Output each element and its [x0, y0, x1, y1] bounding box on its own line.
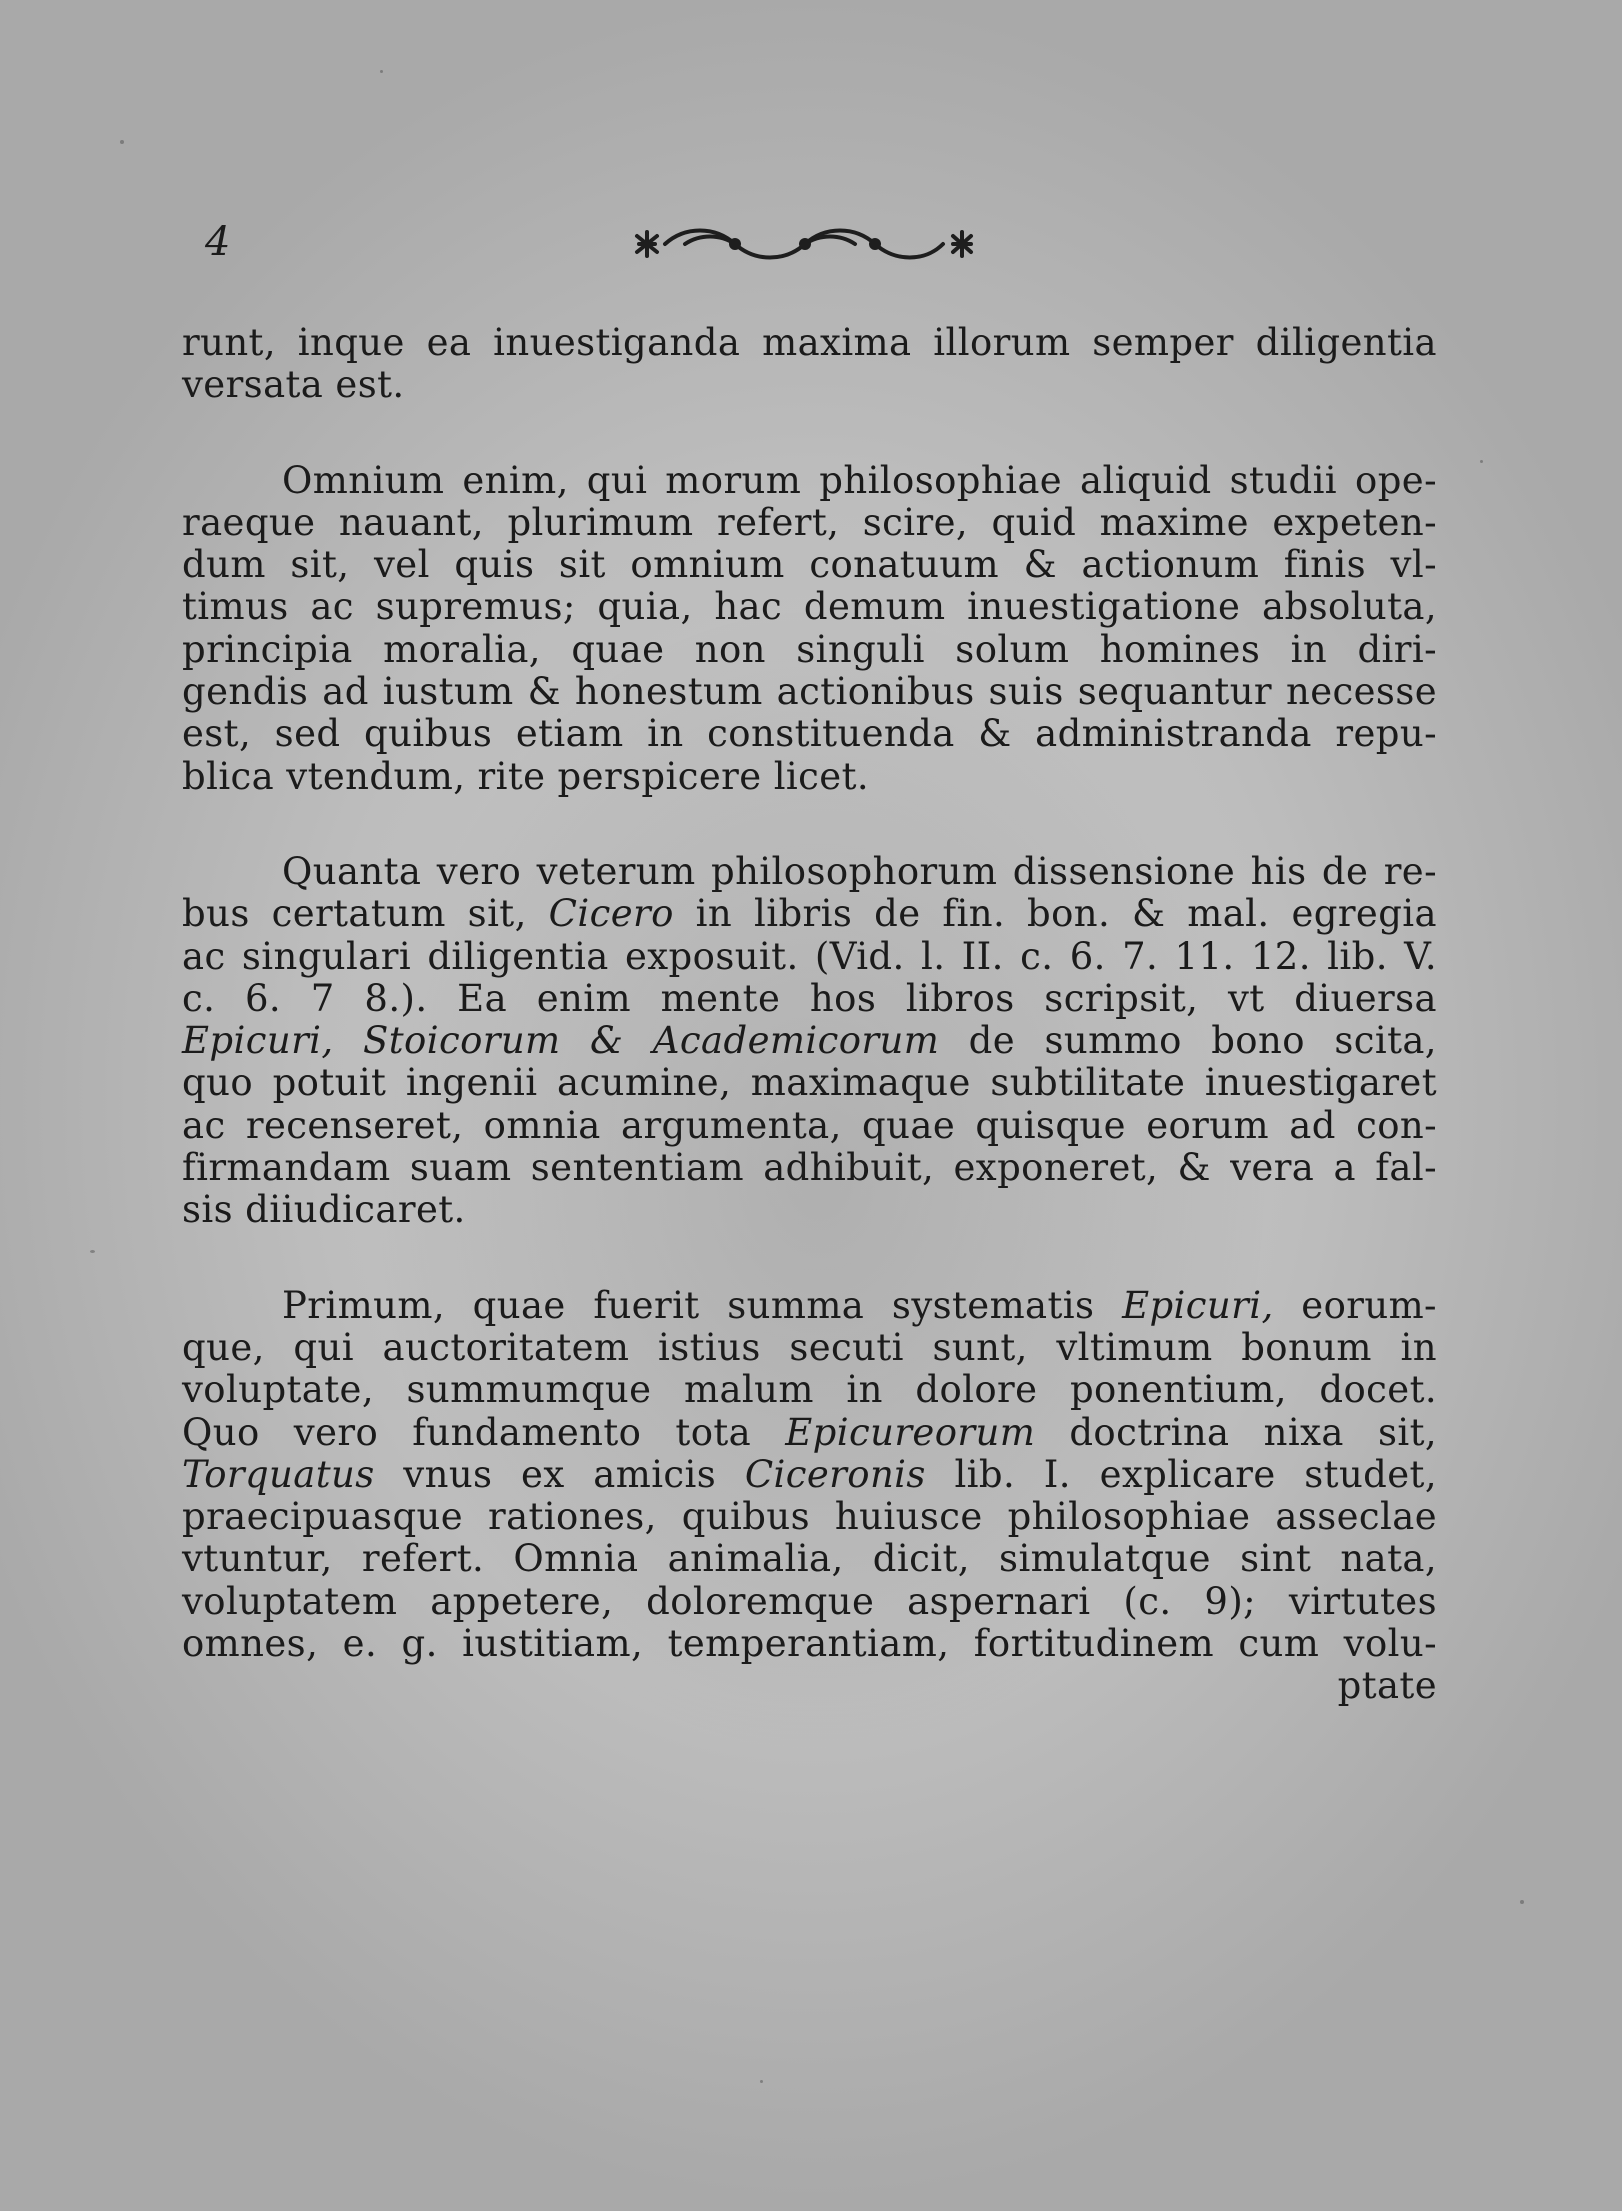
paper-speck — [120, 140, 124, 144]
text-line: runt, inque ea inuestiganda maxima illorum semper diligentia — [182, 321, 1437, 364]
text-line — [182, 893, 1437, 935]
text-line: praecipuasque rationes, quibus huiusce philosophiae asseclae — [182, 1495, 1437, 1539]
text-line: firmandam suam sententiam adhibuit, exponeret, & vera a fal- — [182, 1146, 1437, 1190]
text-line — [182, 1020, 1437, 1062]
text-line: quo potuit ingenii acumine, maximaque subtilitate inuestigaret — [182, 1061, 1437, 1105]
name-epicureorum: Epicureorum — [785, 1410, 1036, 1454]
name-academicorum: Academicorum — [652, 1019, 940, 1063]
catchword: ptate — [1337, 1664, 1437, 1708]
name-epicuri: Epicuri, — [182, 1019, 334, 1063]
name-cicero: Cicero — [548, 892, 674, 936]
text-line: raeque nauant, plurimum refert, scire, quid maxime expeten- — [182, 500, 1437, 544]
paper-speck — [380, 70, 383, 73]
text-line: est, sed quibus etiam in constituenda & administranda repu- — [182, 712, 1437, 756]
main-text — [182, 322, 1437, 1708]
text-line: gendis ad iustum & honestum actionibus suis sequantur necesse — [182, 670, 1437, 714]
text-run: in libris de fin. bon. & mal. egregia — [695, 892, 1437, 936]
paragraph-gap — [182, 1232, 1437, 1285]
text-line: omnes, e. g. iustitiam, temperantiam, fortitudinem cum volu- — [182, 1622, 1437, 1666]
ampersand: & — [590, 1019, 624, 1063]
text-line: Omnium enim, qui morum philosophiae aliquid studii ope- — [282, 458, 1437, 502]
name-ciceronis: Ciceronis — [744, 1452, 926, 1496]
text-run: eorum- — [1301, 1283, 1437, 1327]
text-run: de summo bono scita, — [968, 1019, 1437, 1063]
text-line: c. 6. 7 8.). Ea enim mente hos libros scripsit, vt diuersa — [182, 976, 1437, 1020]
text-run: Quo vero fundamento tota — [182, 1410, 752, 1454]
text-line: timus ac supremus; quia, hac demum inuestigatione absoluta, — [182, 585, 1437, 629]
text-line — [182, 1454, 1437, 1496]
page-number: 4 — [205, 219, 231, 265]
text-line: sis diiudicaret. — [182, 1188, 466, 1232]
paragraph-gap — [182, 407, 1437, 460]
paper-speck — [760, 2080, 763, 2083]
text-line: ac singulari diligentia exposuit. (Vid. l. II. c. 6. 7. 11. 12. lib. V. — [182, 934, 1437, 978]
text-run: lib. I. explicare studet, — [954, 1452, 1437, 1496]
name-stoicorum: Stoicorum — [363, 1019, 561, 1063]
text-line: voluptate, summumque malum in dolore ponentium, docet. — [182, 1368, 1437, 1412]
name-torquatus: Torquatus — [182, 1452, 375, 1496]
text-run: vnus ex amicis — [403, 1452, 717, 1496]
text-line: voluptatem appetere, doloremque aspernari (c. 9); virtutes — [182, 1579, 1437, 1623]
text-run: Primum, quae fuerit summa systematis — [282, 1283, 1095, 1327]
text-line: versata est. — [182, 363, 405, 407]
text-line: vtuntur, refert. Omnia animalia, dicit, simulatque sint nata, — [182, 1537, 1437, 1581]
text-line: principia moralia, quae non singuli solum homines in diri- — [182, 627, 1437, 671]
text-line: que, qui auctoritatem istius secuti sunt, vltimum bonum in — [182, 1325, 1437, 1369]
decorative-vine-ornament-icon — [625, 218, 985, 270]
text-run: doctrina nixa sit, — [1069, 1410, 1437, 1454]
paper-speck — [1520, 1900, 1524, 1904]
text-line: ac recenseret, omnia argumenta, quae quisque eorum ad con- — [182, 1103, 1437, 1147]
text-line: Quanta vero veterum philosophorum dissensione his de re- — [282, 849, 1437, 893]
name-epicuri: Epicuri, — [1122, 1283, 1274, 1327]
paper-speck — [90, 1250, 95, 1253]
paragraph-gap — [182, 798, 1437, 851]
paper-speck — [1480, 460, 1483, 463]
text-line: blica vtendum, rite perspicere licet. — [182, 754, 870, 798]
text-run: bus certatum sit, — [182, 892, 527, 936]
text-line — [182, 1412, 1437, 1454]
text-line — [182, 1285, 1437, 1327]
text-line: dum sit, vel quis sit omnium conatuum & actionum finis vl- — [182, 543, 1437, 587]
